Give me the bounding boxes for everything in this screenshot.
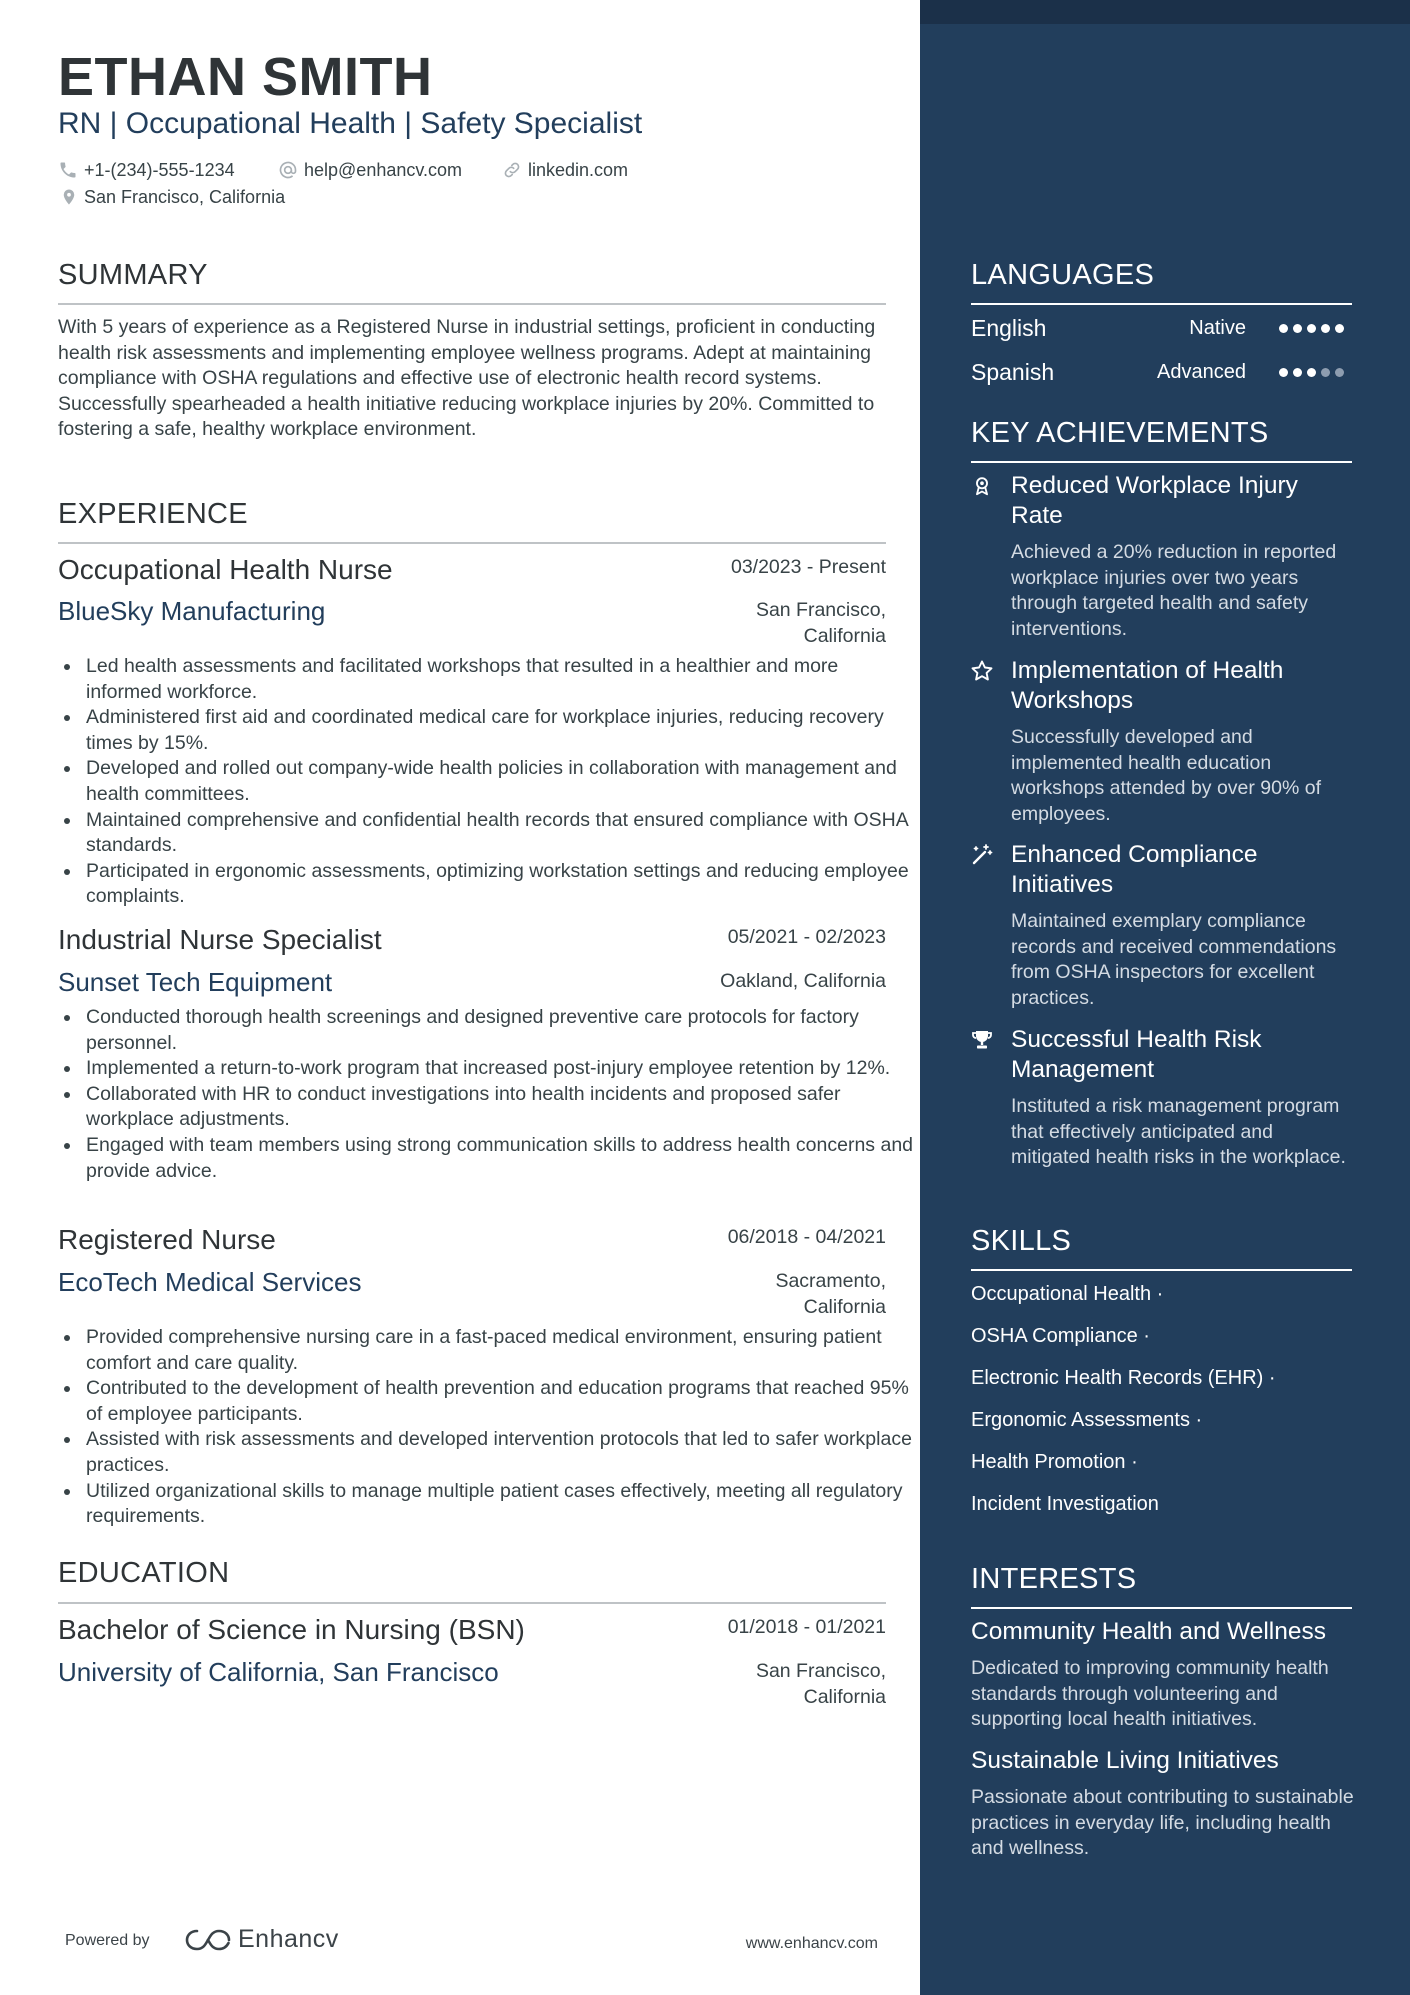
interests-heading: INTERESTS <box>971 1563 1137 1595</box>
candidate-name: ETHAN SMITH <box>58 47 433 107</box>
education-school: University of California, San Francisco <box>58 1657 499 1687</box>
proficiency-dot <box>1293 368 1302 377</box>
experience-heading: EXPERIENCE <box>58 498 248 530</box>
job-bullets <box>58 654 916 910</box>
skills-heading: SKILLS <box>971 1225 1072 1257</box>
proficiency-dot <box>1335 324 1344 333</box>
skills-divider <box>971 1269 1352 1271</box>
summary-heading: SUMMARY <box>58 259 208 291</box>
job-role: Registered Nurse <box>58 1224 276 1255</box>
job-dates: 05/2021 - 02/2023 <box>727 926 886 948</box>
job-dates: 03/2023 - Present <box>730 556 886 578</box>
list-item: Assisted with risk assessments and developed intervention protocols that led to safer workplace practices. <box>86 1427 916 1478</box>
list-item: Utilized organizational skills to manage multiple patient cases effectively, meeting all regulatory requirements. <box>86 1479 916 1530</box>
achievement-desc: Maintained exemplary compliance records and received commendations from OSHA inspectors for excellent practices. <box>1011 910 1337 1009</box>
star-icon <box>970 659 994 683</box>
list-item: Developed and rolled out company-wide health policies in collaboration with management and health committees. <box>86 756 916 807</box>
skill-label: OSHA Compliance <box>971 1325 1138 1347</box>
job-company: EcoTech Medical Services <box>58 1267 362 1297</box>
proficiency-dot <box>1279 324 1288 333</box>
interests-divider <box>971 1607 1352 1609</box>
education-location: San Francisco, California <box>755 1660 886 1708</box>
list-item: Provided comprehensive nursing care in a fast-paced medical environment, ensuring patient comfort and care quality. <box>86 1325 916 1376</box>
language-name: Spanish <box>971 359 1055 385</box>
skill-label: Incident Investigation <box>971 1493 1159 1515</box>
job-bullets <box>58 1005 916 1184</box>
skill-item: OSHA Compliance · <box>971 1325 1150 1347</box>
languages-divider <box>971 303 1352 305</box>
experience-divider <box>58 542 886 544</box>
skill-item: Ergonomic Assessments · <box>971 1409 1203 1431</box>
proficiency-dot <box>1321 368 1330 377</box>
achievements-heading: KEY ACHIEVEMENTS <box>971 417 1269 449</box>
achievement-title: Reduced Workplace Injury Rate <box>1011 472 1298 529</box>
proficiency-dot <box>1307 368 1316 377</box>
link-icon <box>502 160 522 180</box>
phone-text: +1-(234)-555-1234 <box>84 160 235 180</box>
list-item: Participated in ergonomic assessments, optimizing workstation settings and reducing employee complaints. <box>86 859 916 910</box>
interest-desc: Passionate about contributing to sustainable practices in everyday life, including health and wellness. <box>971 1786 1354 1860</box>
list-item: Maintained comprehensive and confidential health records that ensured compliance with OSHA standards. <box>86 808 916 859</box>
summary-text: With 5 years of experience as a Registered Nurse in industrial settings, proficient in conducting health risk assessments and implementing employee wellness programs. Adept at maintaining compliance with OSHA regulations and effective use of electronic health record systems. Successfully spearheaded a health initiative reducing workplace injuries by 20%. Committed to fostering a safe, healthy workplace environment. <box>58 316 876 441</box>
linkedin-text: linkedin.com <box>528 160 629 180</box>
candidate-title: RN | Occupational Health | Safety Specialist <box>58 107 643 140</box>
proficiency-dot <box>1293 324 1302 333</box>
language-level: Native <box>1189 317 1246 339</box>
magic-wand-icon <box>970 843 994 867</box>
location-text: San Francisco, California <box>84 187 286 207</box>
proficiency-dot <box>1307 324 1316 333</box>
list-item: Engaged with team members using strong communication skills to address health concerns and provide advice. <box>86 1133 916 1184</box>
summary-divider <box>58 303 886 305</box>
list-item: Contributed to the development of health prevention and education programs that reached 95% of employee participants. <box>86 1376 916 1427</box>
skill-item: Health Promotion · <box>971 1451 1138 1473</box>
achievement-title: Enhanced Compliance Initiatives <box>1011 841 1258 898</box>
phone-icon <box>58 160 78 180</box>
achievement-desc: Successfully developed and implemented health education workshops attended by over 90% of employees. <box>1011 726 1322 825</box>
interest-title: Community Health and Wellness <box>971 1618 1326 1645</box>
enhancv-logo-text: Enhancv <box>238 1925 339 1953</box>
list-item: Collaborated with HR to conduct investigations into health incidents and proposed safer workplace adjustments. <box>86 1082 916 1133</box>
proficiency-dot <box>1335 368 1344 377</box>
list-item: Conducted thorough health screenings and designed preventive care protocols for factory personnel. <box>86 1005 916 1056</box>
skill-item: Occupational Health · <box>971 1283 1164 1305</box>
contact-location <box>60 186 285 208</box>
list-item: Implemented a return-to-work program that increased post-injury employee retention by 12%. <box>86 1056 916 1082</box>
at-sign-icon <box>278 160 298 180</box>
footer-powered-by: Powered by <box>65 1932 150 1949</box>
job-location: San Francisco, California <box>755 599 886 647</box>
sidebar-top-band <box>920 0 1410 24</box>
education-degree: Bachelor of Science in Nursing (BSN) <box>58 1614 525 1645</box>
contact-phone[interactable] <box>58 159 235 181</box>
language-proficiency-dots <box>1279 324 1344 333</box>
language-proficiency-dots <box>1279 368 1344 377</box>
job-company: BlueSky Manufacturing <box>58 596 326 626</box>
contact-email[interactable] <box>278 159 462 181</box>
education-heading: EDUCATION <box>58 1557 230 1589</box>
job-location: Oakland, California <box>720 970 886 992</box>
list-item: Led health assessments and facilitated workshops that resulted in a healthier and more informed workforce. <box>86 654 916 705</box>
job-dates: 06/2018 - 04/2021 <box>727 1226 886 1248</box>
education-dates: 01/2018 - 01/2021 <box>727 1616 886 1638</box>
enhancv-logo[interactable] <box>184 1925 339 1954</box>
trophy-icon <box>970 1028 994 1052</box>
skill-label: Electronic Health Records (EHR) <box>971 1367 1264 1389</box>
skill-item: Electronic Health Records (EHR) · <box>971 1367 1276 1389</box>
skill-label: Occupational Health <box>971 1283 1152 1305</box>
email-text: help@enhancv.com <box>304 160 463 180</box>
achievement-desc: Instituted a risk management program that effectively anticipated and mitigated health risks in the workplace. <box>1011 1095 1346 1169</box>
job-role: Occupational Health Nurse <box>58 554 393 585</box>
job-role: Industrial Nurse Specialist <box>58 924 382 955</box>
location-pin-icon <box>60 187 78 207</box>
enhancv-logo-icon <box>184 1927 232 1953</box>
interest-desc: Dedicated to improving community health standards through volunteering and supporting local health initiatives. <box>971 1657 1329 1731</box>
languages-heading: LANGUAGES <box>971 259 1155 291</box>
skill-item <box>971 1491 1159 1517</box>
interest-title: Sustainable Living Initiatives <box>971 1747 1279 1774</box>
list-item: Administered first aid and coordinated medical care for workplace injuries, reducing recovery times by 15%. <box>86 705 916 756</box>
achievement-desc: Achieved a 20% reduction in reported workplace injuries over two years through targeted health and safety interventions. <box>1011 541 1337 640</box>
contact-linkedin[interactable] <box>502 159 628 181</box>
education-divider <box>58 1602 886 1604</box>
job-location: Sacramento, California <box>775 1270 886 1318</box>
achievement-title: Implementation of Health Workshops <box>1011 657 1284 714</box>
language-level: Advanced <box>1157 361 1246 383</box>
skill-label: Ergonomic Assessments <box>971 1409 1190 1431</box>
sidebar <box>920 0 1410 1995</box>
achievement-title: Successful Health Risk Management <box>1011 1026 1262 1083</box>
footer-website[interactable]: www.enhancv.com <box>745 1935 878 1952</box>
achievements-divider <box>971 461 1352 463</box>
language-name: English <box>971 315 1047 341</box>
award-ribbon-icon <box>971 474 993 498</box>
job-company: Sunset Tech Equipment <box>58 967 333 997</box>
proficiency-dot <box>1321 324 1330 333</box>
skill-label: Health Promotion <box>971 1451 1126 1473</box>
proficiency-dot <box>1279 368 1288 377</box>
job-bullets <box>58 1325 916 1530</box>
